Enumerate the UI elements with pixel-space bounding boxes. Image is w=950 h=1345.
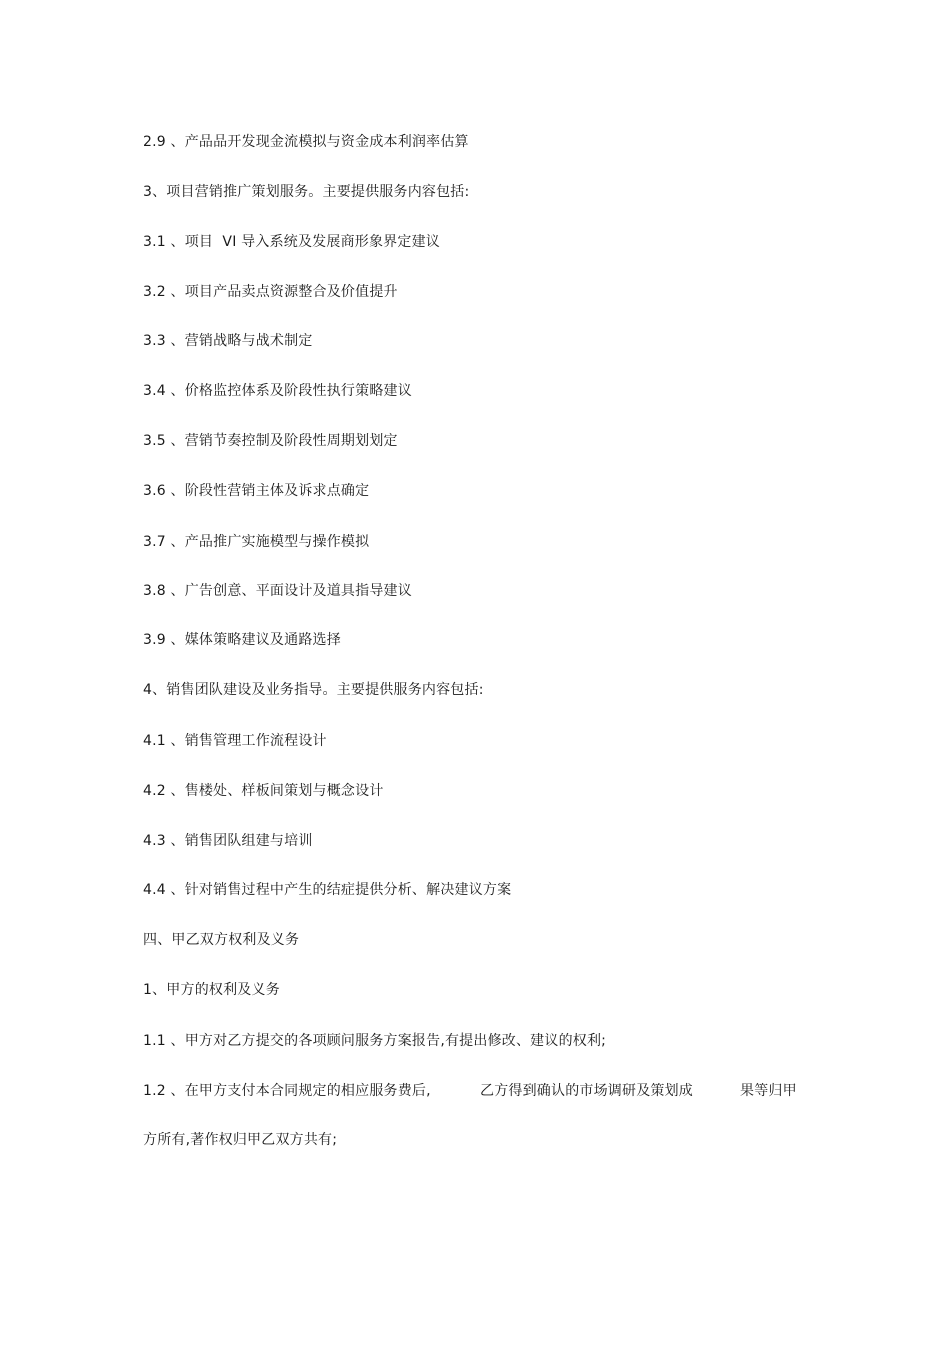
text-line: 3.5 、营销节奏控制及阶段性周期划划定 bbox=[143, 433, 398, 449]
text-line: 3.4 、价格监控体系及阶段性执行策略建议 bbox=[143, 383, 412, 399]
paragraph-1-2-part2: 乙方得到确认的市场调研及策划成 bbox=[480, 1083, 693, 1099]
subsection-heading: 1、甲方的权利及义务 bbox=[143, 982, 280, 998]
text-line: 4.4 、针对销售过程中产生的结症提供分析、解决建议方案 bbox=[143, 882, 512, 898]
text-line: 4、销售团队建设及业务指导。主要提供服务内容包括: bbox=[143, 682, 484, 698]
text-line: 2.9 、产品品开发现金流模拟与资金成本利润率估算 bbox=[143, 134, 469, 150]
text-line: 3、项目营销推广策划服务。主要提供服务内容包括: bbox=[143, 184, 470, 200]
text-line: 4.1 、销售管理工作流程设计 bbox=[143, 733, 327, 749]
paragraph-1-2-continuation: 方所有,著作权归甲乙双方共有; bbox=[143, 1132, 338, 1148]
text-line: 4.3 、销售团队组建与培训 bbox=[143, 833, 313, 849]
text-line: 1.1 、甲方对乙方提交的各项顾问服务方案报告,有提出修改、建议的权利; bbox=[143, 1033, 607, 1049]
paragraph-1-2-part3: 果等归甲 bbox=[740, 1083, 797, 1099]
text-line: 3.9 、媒体策略建议及通路选择 bbox=[143, 632, 341, 648]
text-line: 3.3 、营销战略与战术制定 bbox=[143, 333, 313, 349]
text-line: 3.7 、产品推广实施模型与操作模拟 bbox=[143, 534, 370, 550]
text-line: 3.1 、项目 VI 导入系统及发展商形象界定建议 bbox=[143, 234, 440, 250]
text-line: 4.2 、售楼处、样板间策划与概念设计 bbox=[143, 783, 384, 799]
text-line: 3.6 、阶段性营销主体及诉求点确定 bbox=[143, 483, 370, 499]
text-line: 3.8 、广告创意、平面设计及道具指导建议 bbox=[143, 583, 412, 599]
section-heading: 四、甲乙双方权利及义务 bbox=[143, 932, 300, 948]
text-line: 3.2 、项目产品卖点资源整合及价值提升 bbox=[143, 284, 398, 300]
paragraph-1-2-part1: 1.2 、在甲方支付本合同规定的相应服务费后, bbox=[143, 1083, 431, 1099]
